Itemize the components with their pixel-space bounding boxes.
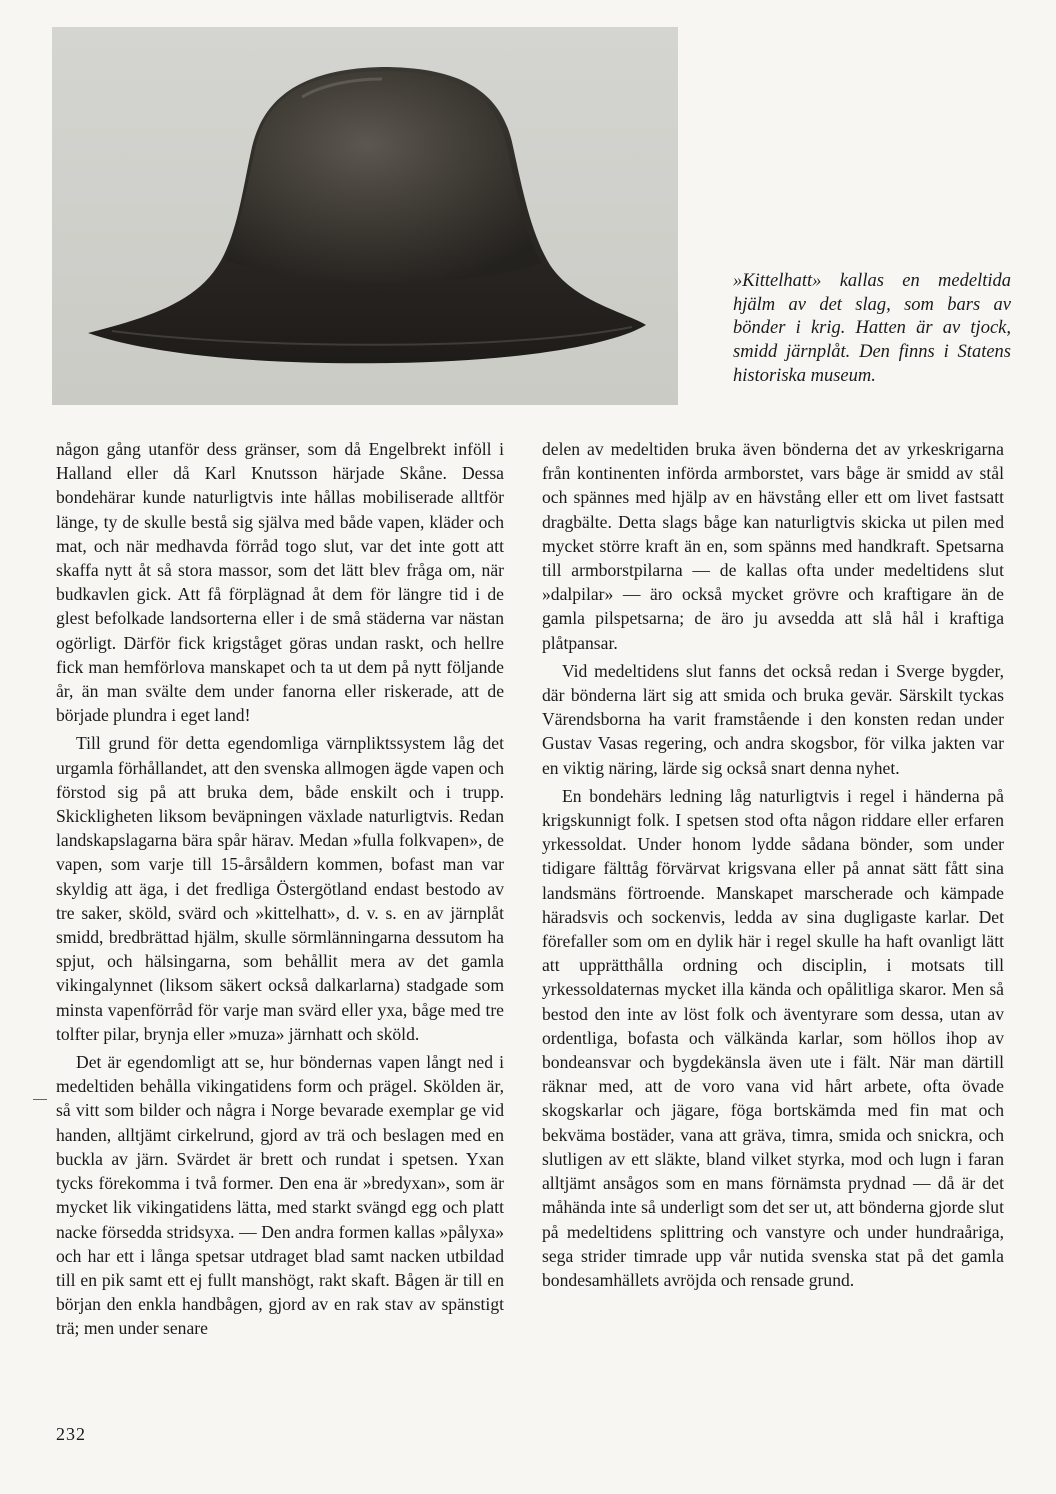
kettle-hat-image	[52, 27, 678, 405]
right-text-column	[542, 437, 1004, 1292]
figure-caption: »Kittelhatt» kallas en medeltida hjälm av det slag, som bars av bönder i krig. Hatten är av tjock, smidd järnplåt. Den finns i Statens historiska museum.	[733, 271, 1011, 386]
margin-mark	[33, 1099, 47, 1100]
paragraph: En bondehärs ledning låg naturligtvis i regel i händerna på krigskunnigt folk. I spetsen stod ofta någon riddare eller erfaren yrkessoldat. Under honom lydde sådana bönder, som under tidigare fälttåg förvärvat krigsvana eller på annat sätt fått sina landsmäns förtroende. Manskapet marscherade och kämpade häradsvis och sockenvis, ledda av sina dugligaste karlar. Det förefaller som om en dylik här i regel skulle ha haft ovanligt lätt att upprätthålla ordning och disciplin, i motsats till yrkessoldaternas mycket illa kända och opålitliga skaror. Men så bestod den inte av löst folk och äventyrare som dessa, utan av ordentliga, bofasta och välkända karlar, som höllos ihop av bondeansvar och bygdekänsla även ute i fält. När man därtill räknar med, att de voro vana vid hårt arbete, ofta övade skogskarlar och jägare, föga bortskämda med fin mat och bekväma bostäder, vana att gräva, timra, smida och snickra, och slutligen av ett släkte, bland vilket styrka, mod och lugn i faran alltjämt ansågos som en mans förnämsta prydnad — då är det måhända inte så underligt som det ser ut, att bönderna gjorde slut på medeltidens splittring och vanstyre och under hundraåriga, sega strider timrade upp vår nutida svenska stat på det gamla bondesamhällets avröjda och rensade grund.	[542, 785, 1004, 1290]
paragraph: Till grund för detta egendomliga värnpliktssystem låg det urgamla förhållandet, att den svenska allmogen ägde vapen och förstod sig på att bruka dem, både enskilt och i trupp. Skickligheten liksom beväpningen växlade naturligtvis. Redan landskapslagarna bära spår härav. Medan »fulla folkvapen», de vapen, som varje till 15-årsåldern kommen, bofast man var skyldig att äga, i det fredliga Östergötland endast bestodo av tre saker, sköld, svärd och »kittelhatt», d. v. s. en av järnplåt smidd, bredbrättad hjälm, skulle sörmlänningarna dessutom ha spjut, och hälsingarna, som behållit mera av det gamla vikingalynnet (liksom säkert också dalkarlarna) stadgade som minsta vapenförråd för varje man svärd eller yxa, båge med tre tolfter pilar, brynja eller »muza» järnhatt och sköld.	[56, 733, 504, 1044]
paragraph: Det är egendomligt att se, hur böndernas vapen långt ned i medeltiden behålla vikingatidens form och prägel. Skölden är, så vitt som bilder och några i Norge bevarade exemplar ge vid handen, alltjämt cirkelrund, gjord av trä och beslagen med en buckla av järn. Svärdet är brett och rundat i spetsen. Yxan tycks förekomma i två former. Den ena är »bredyxan», som är mycket lik vikingatidens lätta, med starkt svängd egg och platt nacke försedda stridsyxa. — Den andra formen kallas »pålyxa» och har ett i långa spetsar utdraget blad samt nacken utbildad till en pik samt ett ej fullt manshögt, rakt skaft. Bågen är till en början den enkla handbågen, gjord av en rak stav av spänstigt trä; men under senare	[56, 1052, 504, 1339]
left-text-column	[56, 437, 504, 1341]
paragraph: delen av medeltiden bruka även bönderna det av yrkeskrigarna från kontinenten införda armborstet, vars båge är smidd av stål och spännes med hjälp av en hävstång eller ett om livet fastsatt dragbälte. Detta slags båge kan naturligtvis skicka ut pilen med mycket större kraft än en, som spänns med handkraft. Spetsarna till armborstpilarna — de kallas ofta under medeltidens slut »dalpilar» — äro också mycket grövre och kraftigare än de gamla pilspetsarna; de äro ju avsedda att slå hål i kraftiga plåtpansar.	[542, 439, 1004, 653]
paragraph: någon gång utanför dess gränser, som då Engelbrekt inföll i Halland eller då Karl Knutsson härjade Skåne. Dessa bondehärar kunde naturligtvis inte hållas mobiliserade alltför länge, ty de skulle bestå sig själva med både vapen, kläder och mat, och när medhavda förråd togo slut, var det inte gott att skaffa nytt åt så stora massor, som det lätt blev fråga om, när budkavlen gick. Att få förplägnad åt dem för längre tid i de glest befolkade landsorterna eller i de små städerna var nästan ogörligt. Därför fick krigståget göras undan raskt, och hellre fick man hemförlova manskapet och ta ut dem på nytt följande år, än man svälte dem under fanorna eller riskerade, att de började plundra i eget land!	[56, 439, 504, 726]
hat-photo	[52, 27, 678, 405]
page-number: 232	[56, 1424, 86, 1444]
paragraph: Vid medeltidens slut fanns det också redan i Sverge bygder, där bönderna lärt sig att smida och bruka gevär. Särskilt tyckas Värendsborna ha varit framstående i den konsten redan under Gustav Vasas regering, och andra skogsbor, för vilka jakten var en viktig näring, lärde sig också snart denna nyhet.	[542, 660, 1004, 778]
